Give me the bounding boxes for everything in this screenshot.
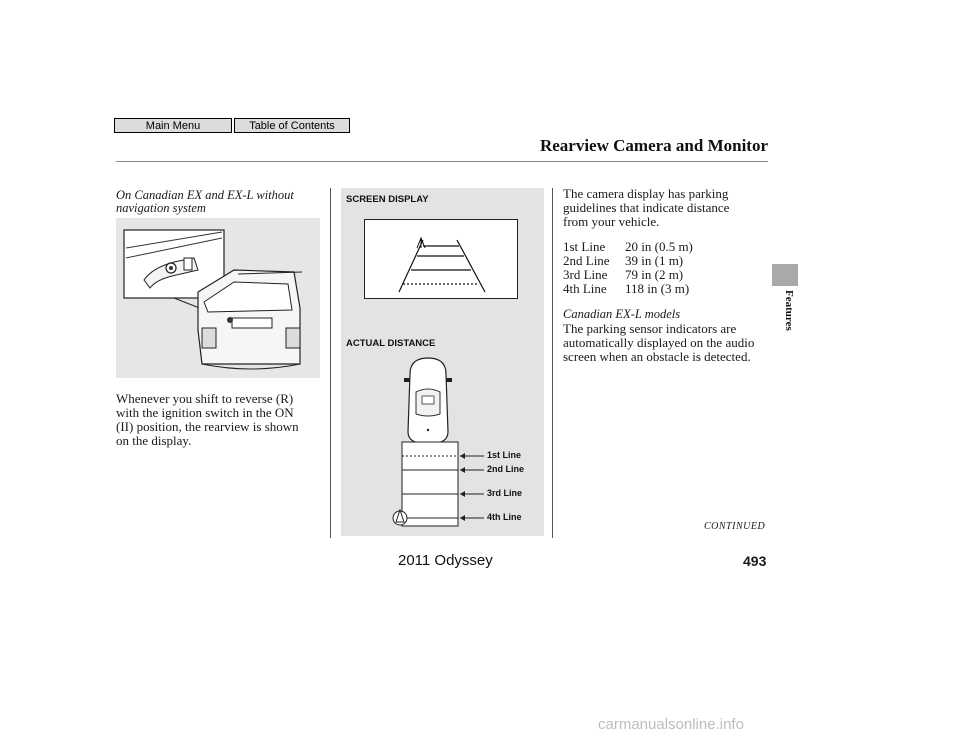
distance-diagram-drawing — [380, 352, 540, 532]
distance-diagram — [380, 352, 540, 532]
page-number: 493 — [743, 553, 767, 569]
rear-camera-illustration — [116, 218, 320, 378]
reverse-description: Whenever you shift to reverse (R) with the ignition switch in the ON (II) position, the rearview is shown on the display. — [116, 391, 299, 448]
page-title: Rearview Camera and Monitor — [539, 136, 768, 155]
distance-row: 3rd Line 79 in (2 m) — [563, 267, 684, 282]
actual-distance-label: ACTUAL DISTANCE — [346, 338, 436, 349]
line-label-4th: 4th Line — [487, 512, 522, 522]
main-menu-button[interactable]: Main Menu — [114, 118, 232, 133]
continued-marker: CONTINUED — [704, 521, 766, 532]
screen-guidelines — [365, 220, 517, 298]
parking-sensor-description: The parking sensor indicators are automatically displayed on the audio screen when an obstacle is detected. — [563, 321, 755, 364]
guidelines-intro: The camera display has parking guidelines that indicate distance from your vehicle. — [563, 186, 730, 229]
screen-display-label: SCREEN DISPLAY — [346, 194, 429, 205]
distance-row: 4th Line 118 in (3 m) — [563, 281, 690, 296]
column-divider-right — [552, 188, 553, 538]
title-divider — [116, 161, 768, 162]
column-divider-left — [330, 188, 331, 538]
section-label: Features — [783, 290, 795, 331]
watermark: carmanualsonline.info — [598, 716, 744, 733]
line-label-1st: 1st Line — [487, 450, 522, 460]
distance-row: 2nd Line 39 in (1 m) — [563, 253, 684, 268]
model-caption: On Canadian EX and EX-L without navigation system — [116, 188, 294, 215]
distance-row: 1st Line 20 in (0.5 m) — [563, 239, 693, 254]
rear-camera-drawing — [116, 218, 320, 378]
section-tab — [772, 264, 798, 286]
line-label-2nd: 2nd Line — [487, 464, 525, 474]
table-of-contents-button[interactable]: Table of Contents — [234, 118, 350, 133]
line-label-3rd: 3rd Line — [487, 488, 523, 498]
model-name: 2011 Odyssey — [398, 552, 493, 569]
canadian-exl-caption: Canadian EX-L models — [563, 307, 681, 321]
screen-display — [364, 219, 518, 299]
